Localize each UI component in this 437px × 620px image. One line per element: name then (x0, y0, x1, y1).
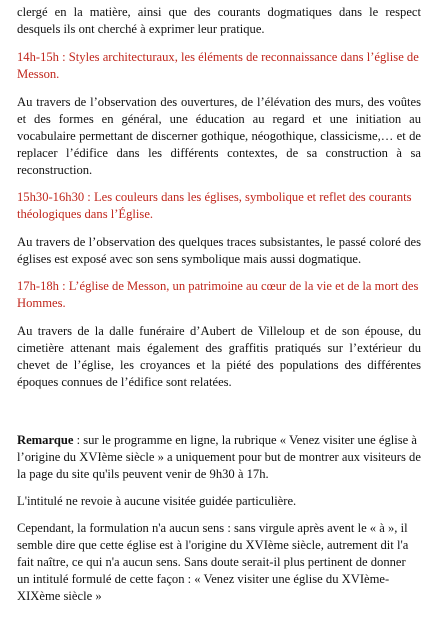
session1-heading: 14h-15h : Styles architecturaux, les éléments de reconnaissance dans l’église de Messon. (17, 50, 419, 81)
remarque-critique: Cependant, la formulation n'a aucun sens : sans virgule après avent le « à », il semble dire que cette église est à l'origine du XVIème siècle, autrement dit l'a fait naître, ce qui n'a aucun sens. Sans doute serait-il plus pertinent de donner un intitulé formulé de cette façon : « Venez visiter une église du XVIème-XIXème siècle » (17, 521, 409, 603)
session3-body: Au travers de la dalle funéraire d’Aubert de Villeloup et de son épouse, du cimetière attenant mais également des graffitis pratiqués sur l’extérieur du chevet de l’église, les croyances et la piété des populations des différentes époques connues de l’édifice sont relatées. (17, 324, 421, 389)
remarque-paragraph (17, 432, 421, 483)
session1-body: Au travers de l’observation des ouvertures, de l’élévation des murs, des voûtes et des formes en général, une éducation au regard et une initiation au vocabulaire permettant de discerner gothique, néogothique, classicisme,… et de replacer l’édifice dans les différents contextes, de sa construction à sa reconstruction. (17, 95, 421, 177)
session3-heading: 17h-18h : L’église de Messon, un patrimoine au cœur de la vie et de la mort des Hommes. (17, 279, 419, 310)
remarque-note: L'intitulé ne revoie à aucune visitée guidée particulière. (17, 494, 297, 508)
session2-body: Au travers de l’observation des quelques traces subsistantes, le passé coloré des églises est exposé avec son sens symbolique mais aussi dogmatique. (17, 235, 421, 266)
remarque-label: Remarque (17, 433, 74, 447)
intro-paragraph-end: clergé en la matière, ainsi que des courants dogmatiques dans le respect desquels ils ont cherché à exprimer leur pratique. (17, 5, 421, 36)
session2-heading: 15h30-16h30 : Les couleurs dans les églises, symbolique et reflet des courants théologiques dans l’Église. (17, 190, 412, 221)
remarque-text: : sur le programme en ligne, la rubrique « Venez visiter une église à l’origine du XVIème siècle » a uniquement pour but de montrer aux visiteurs de la page du site qu'ils peuvent venir de 9h30 à 17h. (17, 433, 421, 481)
